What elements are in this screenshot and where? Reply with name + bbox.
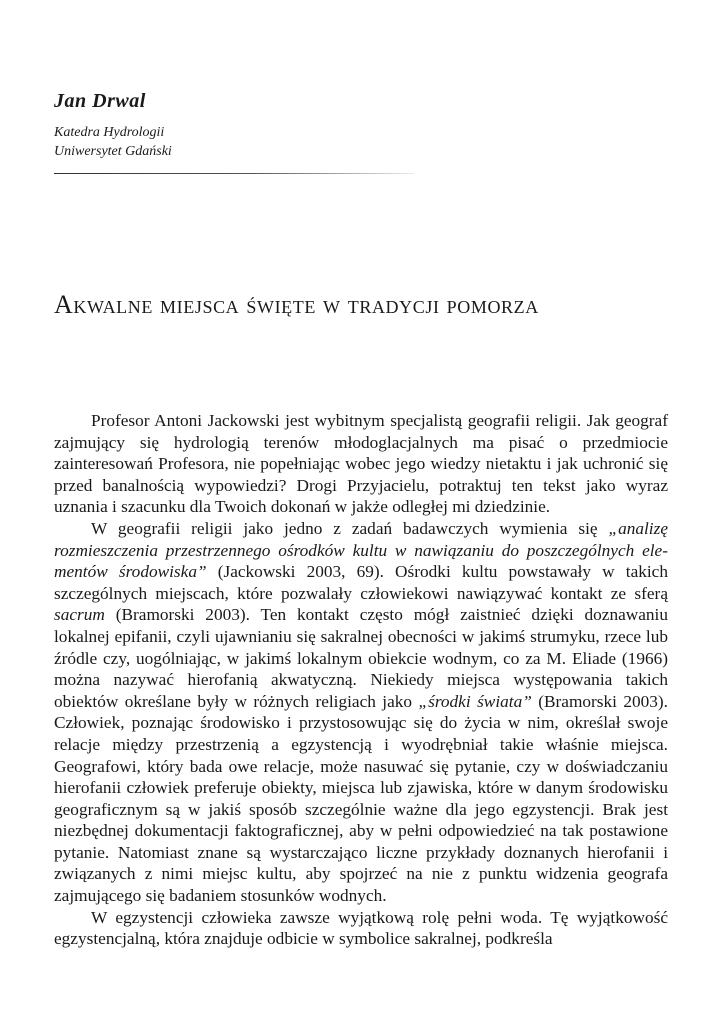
paragraph-1: Profesor Antoni Jackowski jest wybitnym specjalistą geografii religii. Jak geograf zajmujący się hydrologią terenów młodoglacjalnych ma pisać o przedmiocie zainteresowań Profesora, nie popełniając wobec jego wiedzy nietaktu i jak uchronić się przed banalnością wypowiedzi? Drogi Przyjacielu, potraktuj ten tekst jako wyraz uznania i szacunku dla Twoich dokonań w jakże odległej mi dziedzinie.	[54, 411, 668, 517]
paragraph-3: W egzystencji człowieka zawsze wyjątkową rolę pełni woda. Tę wyjątkowość egzystencjalną, która znajduje odbicie w symbolice sakralnej, podkreśla	[54, 907, 668, 949]
article-title: Akwalne miejsca święte w tradycji pomorza	[54, 290, 539, 319]
term-sacrum: sacrum	[54, 605, 105, 625]
article-body	[54, 410, 668, 950]
affiliation-university: Uniwersytet Gdański	[54, 144, 172, 159]
paragraph-2	[54, 518, 668, 907]
affiliation-department: Katedra Hydrologii	[54, 125, 165, 140]
paragraph-2-text-2: (Jackowski 2003, 69). Ośrodki kultu powstawały w takich szczególnych miejscach, które pozwalały człowiekowi nawiązywać kontakt ze sferą	[54, 562, 668, 603]
author-name: Jan Drwal	[54, 90, 146, 112]
paragraph-2-text-3: (Bramorski 2003). Ten kontakt często mógł zaistnieć dzięki doznawaniu lokalnej epifanii, czyli ujawnianiu się sakralnej obecności w jakimś strumyku, rzece lub źródle czy, uogólniając, w jakimś lokalnym obiekcie wodnym, co za M. Eliade (1966) można nazywać hierofanią akwatyczną. Niekiedy miejsca występowania takich obiektów określane były w różnych religiach jako	[54, 605, 668, 711]
quote-analiza: „analizę rozmieszczenia przestrzennego ośrodków kultu w nawiązaniu do poszczególnych elementów środowiska”	[54, 518, 668, 582]
paragraph-2-text-4: (Bramorski 2003). Człowiek, poznając środowisko i przystosowując się do życia w nim, określał swoje relacje między przestrzenią a egzystencją i wyodrębniał takie właśnie miejsca. Geografowi, który bada owe relacje, może nasuwać się pytanie, czy w doświadczaniu hierofanii człowiek preferuje obiekty, miejsca lub zjawiska, które w danym środowisku geograficznym są w jakiś sposób szczególnie ważne dla jego egzystencji. Brak jest niezbędnej dokumentacji faktograficznej, aby w pełni odpowiedzieć na tak postawione pytanie. Natomiast znane są wystarczająco liczne przykłady doznanych hierofanii i związanych z nimi miejsc kultu, aby spojrzeć na nie z punktu widzenia geografa zajmującego się badaniem stosunków wodnych.	[54, 691, 668, 906]
quote-srodki-swiata: „środki świata”	[418, 691, 532, 711]
header-divider	[54, 173, 414, 174]
paragraph-2-text-1: W geografii religii jako jedno z zadań badawczych wymienia się	[91, 518, 609, 538]
